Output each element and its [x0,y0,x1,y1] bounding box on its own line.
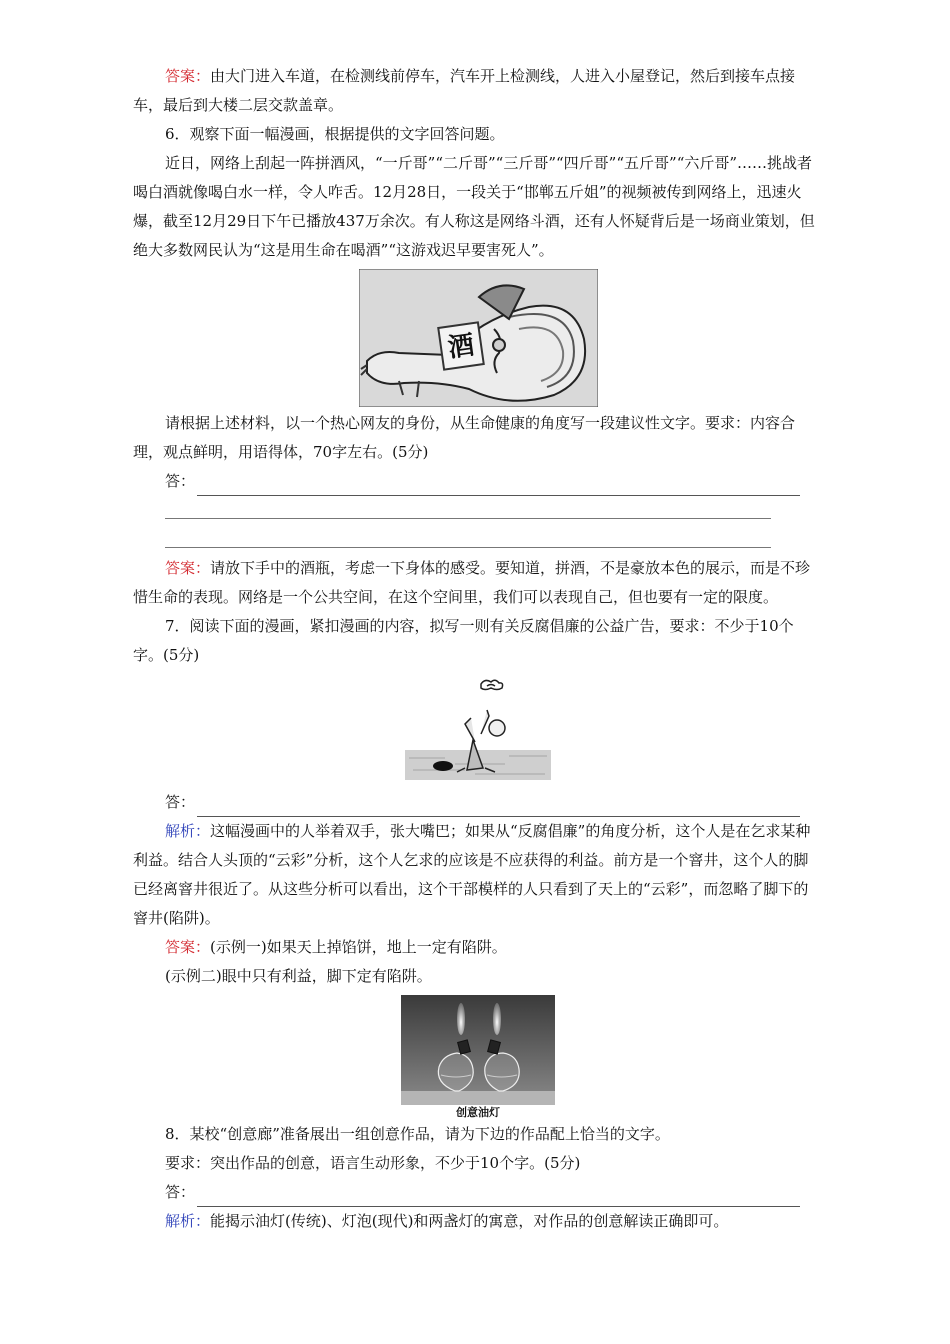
answer-blank[interactable] [165,518,771,519]
q7-cartoon-figure [133,677,823,790]
q8-image-figure [133,994,823,1120]
answer-prefix: 答： [165,793,196,811]
oil-lamp-photo [401,995,555,1105]
image-caption: 创意油灯 [456,1105,500,1119]
answer-prefix: 答： [165,1183,196,1201]
q6-answer-line [133,467,823,496]
q5-answer [133,62,823,120]
answer-blank[interactable] [197,483,800,496]
document-page [133,62,823,1236]
bottle-label-text: 酒 [445,330,476,364]
answer-blank[interactable] [197,1194,800,1207]
answer-label: 答案： [165,938,211,956]
q6-blank-row-3 [133,525,823,554]
anti-corruption-cartoon [405,678,551,790]
q7-answer [133,933,823,962]
analysis-text: 能揭示油灯(传统)、灯泡(现代)和两盏灯的寓意，对作品的创意解读正确即可。 [210,1212,729,1230]
answer-text: 请放下手中的酒瓶，考虑一下身体的感受。要知道，拼酒，不是豪放本色的展示，而是不珍惜生命的表现。网络是一个公共空间，在这个空间里，我们可以表现自己，但也要有一定的限度。 [133,559,811,606]
analysis-label: 解析： [165,1212,211,1230]
q8-analysis [133,1207,823,1236]
answer-label: 答案： [165,559,211,577]
answer-blank[interactable] [197,804,800,817]
answer-prefix: 答： [165,472,196,490]
wine-bottle-cartoon [359,269,598,407]
q6-material: 近日，网络上刮起一阵拼酒风，“一斤哥”“二斤哥”“三斤哥”“四斤哥”“五斤哥”“六斤哥”……挑战者喝白酒就像喝白水一样，令人咋舌。12月28日，一段关于“邯郸五斤姐”的视频被传到网络上，迅速火爆，截至12月29日下午已播放437万余次。有人称这是网络斗酒，还有人怀疑背后是一场商业策划，但绝大多数网民认为“这是用生命在喝酒”“这游戏迟早要害死人”。 [133,154,815,259]
q7-analysis [133,817,823,933]
answer-text: 由大门进入车道，在检测线前停车，汽车开上检测线，人进入小屋登记，然后到接车点接车，最后到大楼二层交款盖章。 [133,67,796,114]
q8-prompt: 8．某校“创意廊”准备展出一组创意作品，请为下边的作品配上恰当的文字。 [165,1125,670,1143]
q6-cartoon-figure [133,268,823,408]
answer-blank[interactable] [165,547,771,548]
q7-prompt: 7．阅读下面的漫画，紧扣漫画的内容，拟写一则有关反腐倡廉的公益广告，要求：不少于10个字。(5分) [133,617,794,664]
answer-text: (示例一)如果天上掉馅饼，地上一定有陷阱。 [210,938,507,956]
q6-blank-row-2 [133,496,823,525]
q6-prompt: 6．观察下面一幅漫画，根据提供的文字回答问题。 [165,125,505,143]
q7-example-2: (示例二)眼中只有利益，脚下定有陷阱。 [165,967,432,985]
analysis-label: 解析： [165,822,211,840]
q7-answer-line [133,788,823,817]
q6-request: 请根据上述材料，以一个热心网友的身份，从生命健康的角度写一段建议性文字。要求：内容合理，观点鲜明，用语得体，70字左右。(5分) [133,414,796,461]
analysis-text: 这幅漫画中的人举着双手，张大嘴巴；如果从“反腐倡廉”的角度分析，这个人是在乞求某种利益。结合人头顶的“云彩”分析，这个人乞求的应该是不应获得的利益。前方是一个窨井，这个人的脚已经离窨井很近了。从这些分析可以看出，这个干部模样的人只看到了天上的“云彩”，而忽略了脚下的窨井(陷阱)。 [133,822,811,927]
answer-label: 答案： [165,67,211,85]
q8-answer-line [133,1178,823,1207]
q6-answer [133,554,823,612]
q8-request: 要求：突出作品的创意，语言生动形象，不少于10个字。(5分) [165,1154,581,1172]
